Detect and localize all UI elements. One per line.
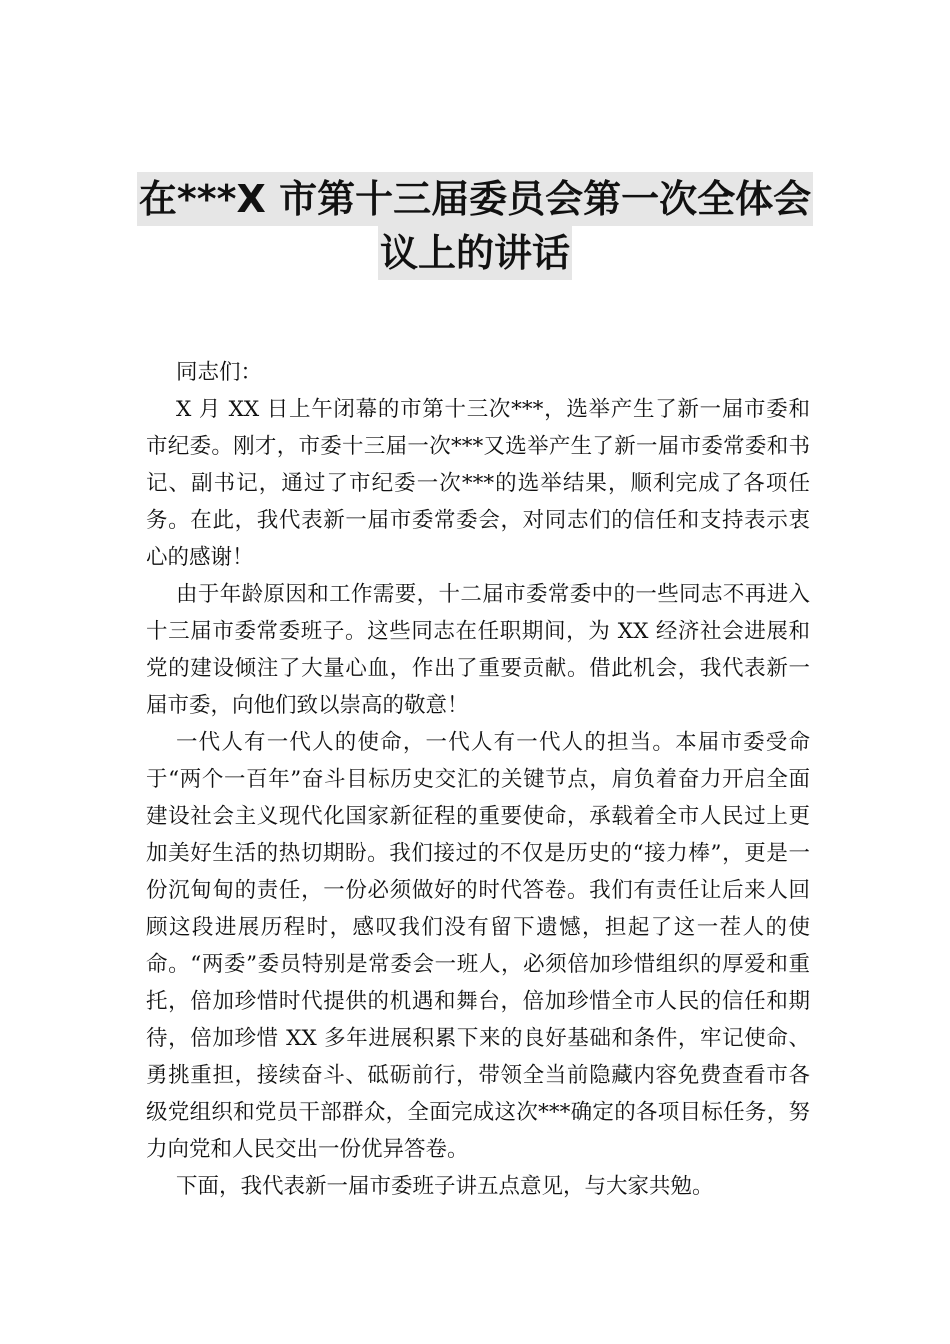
title-line-2: 议上的讲话 <box>378 226 572 280</box>
paragraph-1: X 月 XX 日上午闭幕的市第十三次***，选举产生了新一届市委和市纪委。刚才，市委十三届一次***又选举产生了新一届市委常委和书记、副书记，通过了市纪委一次***的选举结果，顺利完成了各项任务。在此，我代表新一届市委常委会，对同志们的信任和支持表示衷心的感谢！ <box>146 397 810 570</box>
greeting: 同志们： <box>176 360 263 385</box>
document-body <box>146 354 810 1205</box>
document-title <box>100 172 850 280</box>
paragraph-4: 下面，我代表新一届市委班子讲五点意见，与大家共勉。 <box>176 1174 714 1199</box>
paragraph-3: 一代人有一代人的使命，一代人有一代人的担当。本届市委受命于“两个一百年”奋斗目标历史交汇的关键节点，肩负着奋力开启全面建设社会主义现代化国家新征程的重要使命，承载着全市人民过上更加美好生活的热切期盼。我们接过的不仅是历史的“接力棒”，更是一份沉甸甸的责任，一份必须做好的时代答卷。我们有责任让后来人回顾这段进展历程时，感叹我们没有留下遗憾，担起了这一茬人的使命。“两委”委员特别是常委会一班人，必须倍加珍惜组织的厚爱和重托，倍加珍惜时代提供的机遇和舞台，倍加珍惜全市人民的信任和期待，倍加珍惜 XX 多年进展积累下来的良好基础和条件，牢记使命、勇挑重担，接续奋斗、砥砺前行，带领全当前隐藏内容免费查看市各级党组织和党员干部群众，全面完成这次***确定的各项目标任务，努力向党和人民交出一份优异答卷。 <box>146 730 810 1162</box>
title-line-1: 在***X 市第十三届委员会第一次全体会 <box>137 172 813 226</box>
paragraph-2: 由于年龄原因和工作需要，十二届市委常委中的一些同志不再进入十三届市委常委班子。这些同志在任职期间，为 XX 经济社会进展和党的建设倾注了大量心血，作出了重要贡献。借此机会，我代表新一届市委，向他们致以崇高的敬意！ <box>146 582 810 718</box>
